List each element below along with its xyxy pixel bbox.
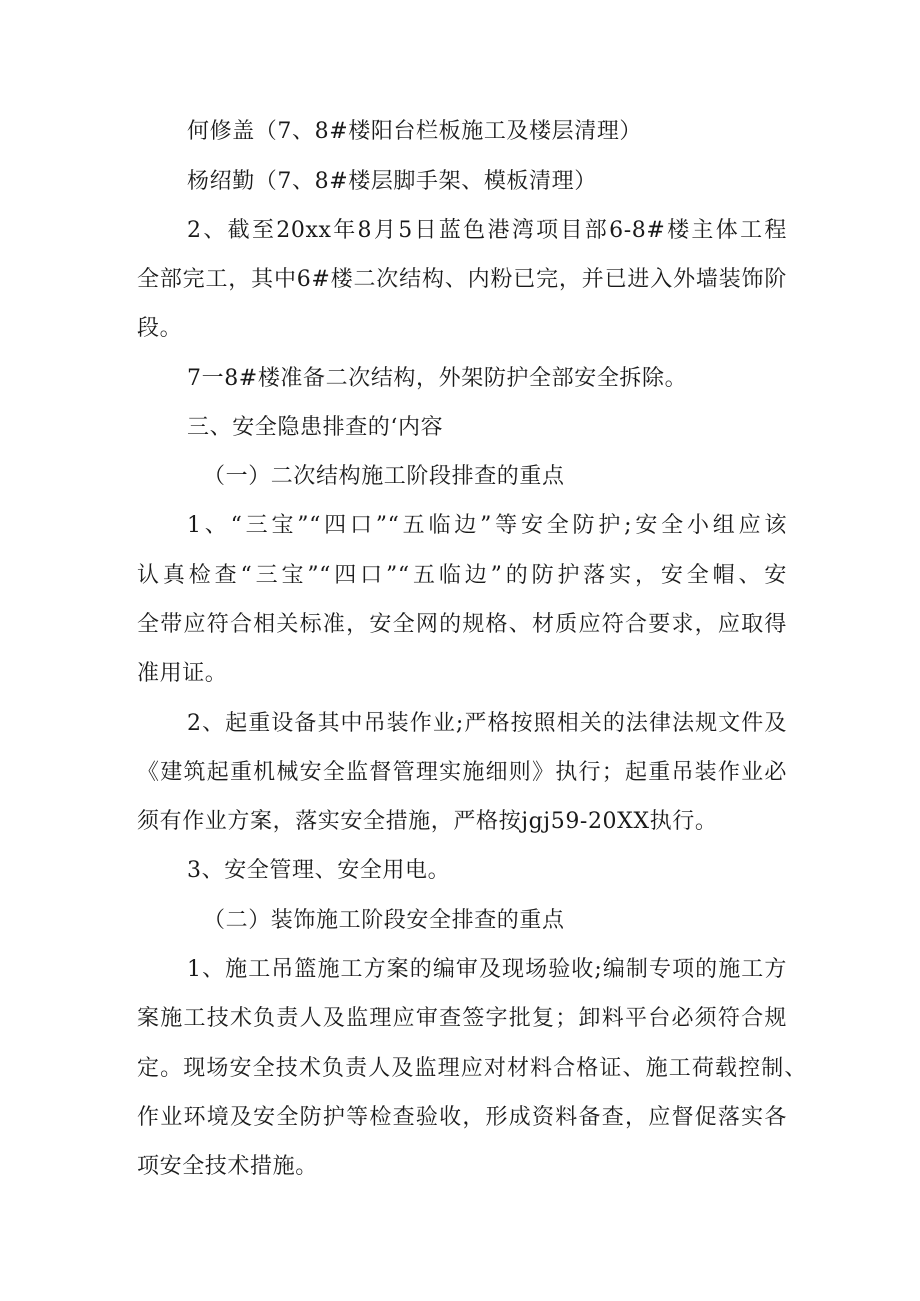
text-line-9: 1、“三宝”“四口”“五临边”等安全防护;安全小组应该	[187, 513, 787, 538]
section-heading-3: 三、安全隐患排查的‘内容	[187, 415, 444, 440]
text-line-2: 杨绍勤（7、8#楼层脚手架、模板清理）	[187, 169, 597, 194]
text-line-11: 全带应符合相关标准，安全网的规格、材质应符合要求，应取得	[137, 612, 787, 637]
text-line-16: 3、安全管理、安全用电。	[187, 858, 451, 883]
text-line-19: 案施工技术负责人及监理应审查签字批复；卸料平台必须符合规	[137, 1006, 787, 1031]
text-line-21: 作业环境及安全防护等检查验收，形成资料备查，应督促落实各	[137, 1105, 787, 1130]
text-line-15: 须有作业方案，落实安全措施，严格按jgj59-20XX执行。	[137, 809, 718, 834]
subsection-heading-2: （二）装饰施工阶段安全排查的重点	[203, 908, 565, 933]
text-line-12: 准用证。	[137, 661, 228, 686]
text-line-1: 何修盖（7、8#楼阳台栏板施工及楼层清理）	[187, 119, 643, 144]
text-line-10: 认真检查“三宝”“四口”“五临边”的防护落实，安全帽、安	[137, 563, 787, 588]
text-line-3: 2、截至20xx年8月5日蓝色港湾项目部6-8#楼主体工程	[187, 218, 787, 243]
subsection-heading-1: （一）二次结构施工阶段排查的重点	[203, 464, 565, 489]
text-line-5: 段。	[137, 316, 183, 341]
text-line-20: 定。现场安全技术负责人及监理应对材料合格证、施工荷载控制、	[137, 1056, 807, 1081]
text-line-6: 7一8#楼准备二次结构，外架防护全部安全拆除。	[187, 366, 688, 391]
text-line-4: 全部完工，其中6#楼二次结构、内粉已完，并已进入外墙装饰阶	[137, 267, 787, 292]
text-line-14: 《建筑起重机械安全监督管理实施细则》执行；起重吊装作业必	[137, 760, 787, 785]
text-line-22: 项安全技术措施。	[137, 1154, 318, 1179]
text-line-18: 1、施工吊篮施工方案的编审及现场验收;编制专项的施工方	[187, 957, 787, 982]
text-line-13: 2、起重设备其中吊装作业;严格按照相关的法律法规文件及	[187, 711, 787, 736]
